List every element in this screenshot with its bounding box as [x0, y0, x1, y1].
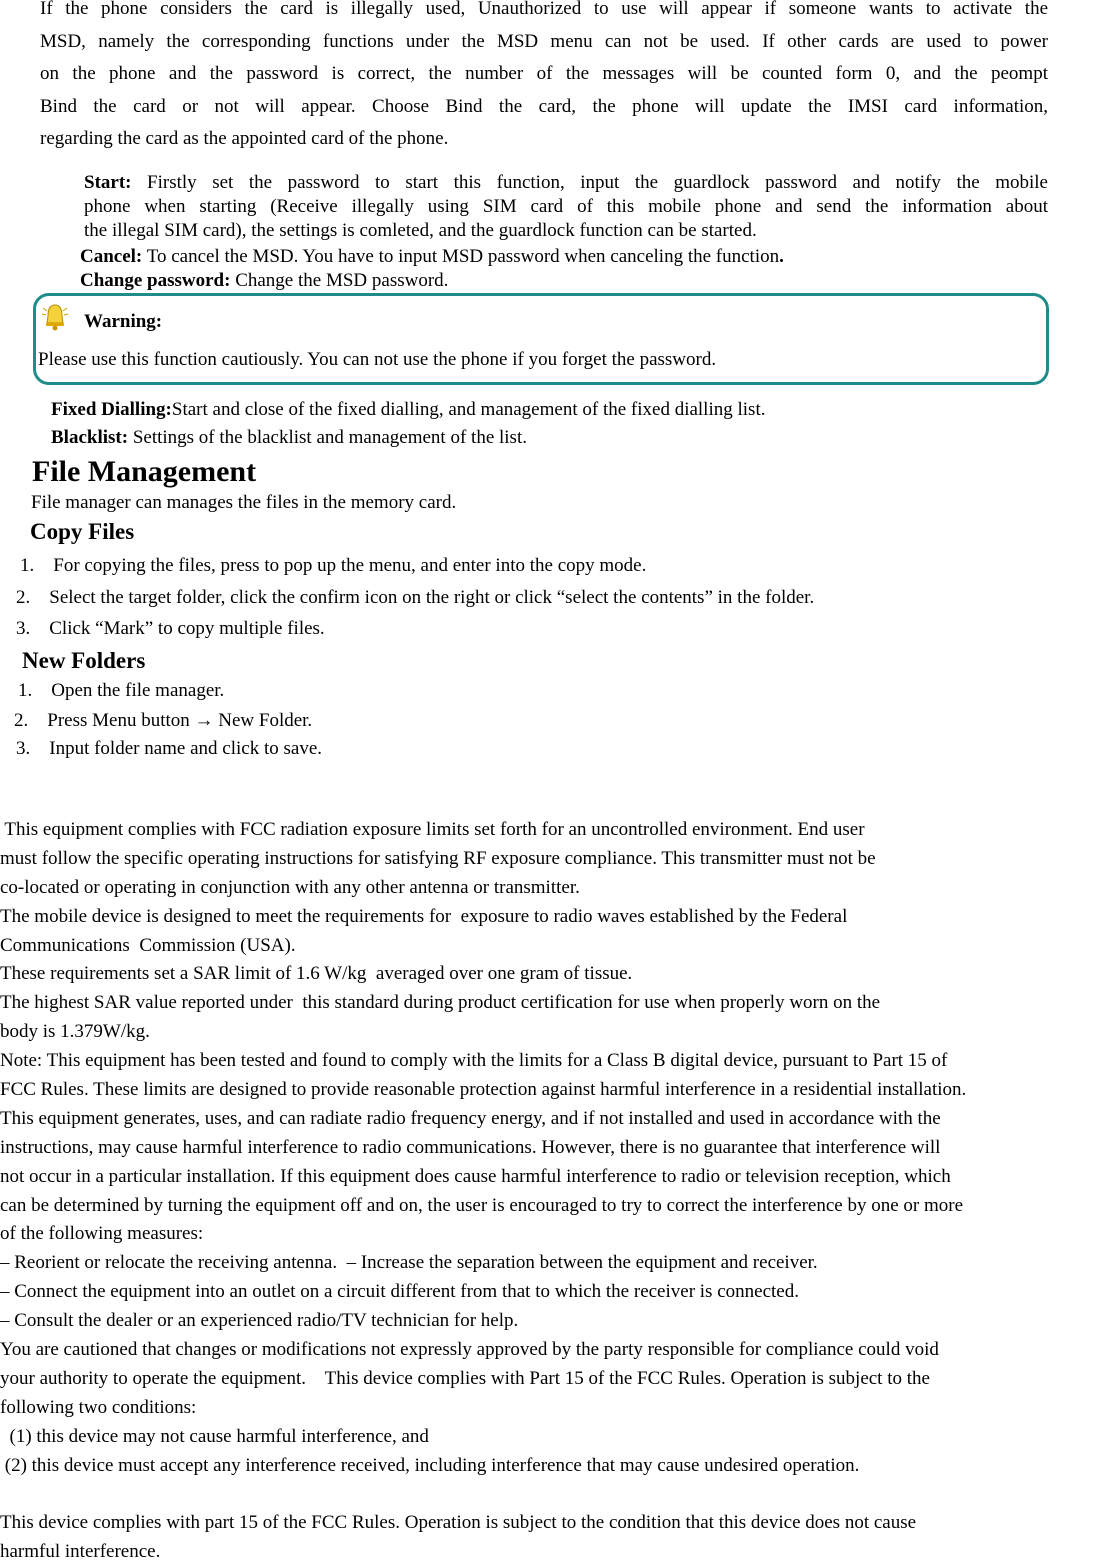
- list-item: [14, 708, 312, 734]
- start-label: Start:: [84, 172, 132, 193]
- fcc-line: FCC Rules. These limits are designed to provide reasonable protection against harmful interference in a residential installation.: [0, 1079, 967, 1101]
- step-number: 3.: [16, 618, 31, 639]
- intro-line: MSD, namely the corresponding functions under the MSD menu can not be used. If other cards are used to power: [40, 30, 1048, 52]
- list-item: [16, 616, 325, 642]
- list-item: [20, 553, 646, 579]
- fcc-line: [0, 1480, 1106, 1509]
- step-number: 2.: [16, 587, 31, 608]
- intro-line: on the phone and the password is correct, the number of the messages will be counted form 0, and the peompt: [40, 63, 1048, 84]
- warning-title: [84, 309, 162, 335]
- msd-start: [84, 171, 1048, 243]
- step-text: Open the file manager.: [51, 680, 225, 701]
- fixed-dialling-label: Fixed Dialling:: [51, 399, 172, 420]
- fcc-line: of the following measures:: [0, 1223, 204, 1245]
- warning-text: Please use this function cautiously. You can not use the phone if you forget the password.: [38, 349, 717, 370]
- file-management-heading: File Management: [32, 455, 257, 488]
- fcc-line: This equipment complies with FCC radiation exposure limits set forth for an uncontrolled environment. End user: [0, 819, 865, 840]
- fcc-line: not occur in a particular installation. If this equipment does cause harmful interference to radio or television reception, which: [0, 1165, 951, 1187]
- fcc-line: instructions, may cause harmful interference to radio communications. However, there is no guarantee that interference will: [0, 1136, 941, 1158]
- cancel-label: Cancel:: [80, 246, 143, 267]
- fcc-line: – Consult the dealer or an experienced radio/TV technician for help.: [0, 1310, 519, 1332]
- fcc-line: The highest SAR value reported under this standard during product certification for use when properly worn on the: [0, 992, 881, 1014]
- cancel-text: To cancel the MSD. You have to input MSD password when canceling the function: [146, 246, 780, 267]
- fcc-line: This device complies with part 15 of the FCC Rules. Operation is subject to the condition that this device does not cause: [0, 1512, 917, 1534]
- step-text: Click “Mark” to copy multiple files.: [49, 618, 325, 639]
- fcc-line: – Connect the equipment into an outlet on a circuit different from that to which the receiver is connected.: [0, 1281, 799, 1303]
- intro-line: Bind the card or not will appear. Choose Bind the card, the phone will update the IMSI card information,: [40, 95, 1048, 117]
- step-text: Input folder name and click to save.: [49, 738, 323, 759]
- start-text: the illegal SIM card), the settings is comleted, and the guardlock function can be started.: [84, 220, 757, 241]
- fcc-line: This equipment generates, uses, and can radiate radio frequency energy, and if not installed and used in accordance with the: [0, 1107, 941, 1129]
- cancel-period: .: [779, 246, 784, 267]
- fcc-line: (1) this device may not cause harmful interference, and: [0, 1425, 429, 1447]
- fcc-line: (2) this device must accept any interference received, including interference that may cause undesired operation.: [0, 1454, 860, 1476]
- fcc-line: Communications Commission (USA).: [0, 934, 296, 956]
- change-label: Change password:: [80, 270, 231, 291]
- list-item: [18, 678, 224, 704]
- step-number: 2.: [14, 710, 29, 731]
- fcc-line: must follow the specific operating instructions for satisfying RF exposure compliance. This transmitter must not be: [0, 847, 876, 869]
- warning-title-text: Warning:: [84, 311, 163, 332]
- copy-files-heading: Copy Files: [30, 519, 135, 544]
- fcc-line: can be determined by turning the equipment off and on, the user is encouraged to try to correct the interference by one or more: [0, 1194, 964, 1216]
- fcc-line: You are cautioned that changes or modifications not expressly approved by the party responsible for compliance could void: [0, 1339, 939, 1361]
- step-number: 1.: [18, 680, 33, 701]
- fcc-line: co-located or operating in conjunction with any other antenna or transmitter.: [0, 876, 580, 898]
- fcc-line: – Reorient or relocate the receiving antenna. – Increase the separation between the equipment and receiver.: [0, 1252, 818, 1274]
- step-text: For copying the files, press to pop up the menu, and enter into the copy mode.: [53, 555, 647, 576]
- step-text: Press Menu button → New Folder.: [47, 710, 313, 731]
- intro-paragraph: [40, 0, 1048, 156]
- intro-line: If the phone considers the card is illegally used, Unauthorized to use will appear if someone wants to activate the: [40, 0, 1048, 19]
- fcc-statement: [0, 816, 1106, 1567]
- fcc-line: These requirements set a SAR limit of 1.6 W/kg averaged over one gram of tissue.: [0, 963, 633, 985]
- change-text: Change the MSD password.: [235, 270, 449, 291]
- step-text: Select the target folder, click the confirm icon on the right or click “select the contents” in the folder.: [49, 587, 815, 608]
- fcc-line: Note: This equipment has been tested and found to comply with the limits for a Class B digital device, pursuant to Part 15 of: [0, 1050, 948, 1072]
- msd-cancel: [80, 245, 784, 269]
- fcc-line: following two conditions:: [0, 1396, 197, 1418]
- bell-icon: [38, 300, 72, 334]
- msd-change-password: [80, 269, 448, 293]
- list-item: [16, 736, 322, 762]
- fcc-line: body is 1.379W/kg.: [0, 1021, 150, 1043]
- fcc-line: your authority to operate the equipment. This device complies with Part 15 of the FCC Rules. Operation is subject to the: [0, 1367, 930, 1389]
- new-folders-heading: New Folders: [22, 648, 146, 673]
- file-management-description: File manager can manages the files in the memory card.: [31, 492, 457, 513]
- fixed-dialling-text: Start and close of the fixed dialling, and management of the fixed dialling list.: [171, 399, 766, 420]
- step-number: 3.: [16, 738, 31, 759]
- intro-line: regarding the card as the appointed card of the phone.: [40, 128, 449, 149]
- blacklist-label: Blacklist:: [51, 427, 129, 448]
- fcc-line: harmful interference.: [0, 1541, 161, 1563]
- fcc-line: The mobile device is designed to meet the requirements for exposure to radio waves established by the Federal: [0, 905, 848, 927]
- start-text: phone when starting (Receive illegally using SIM card of this mobile phone and send the information about: [84, 196, 1048, 217]
- list-item: [16, 585, 814, 611]
- step-number: 1.: [20, 555, 35, 576]
- fixed-dialling: [51, 397, 765, 423]
- blacklist: [51, 425, 527, 451]
- start-text: Firstly set the password to start this function, input the guardlock password and notify the mobile: [147, 172, 1048, 193]
- blacklist-text: Settings of the blacklist and management of the list.: [132, 427, 527, 448]
